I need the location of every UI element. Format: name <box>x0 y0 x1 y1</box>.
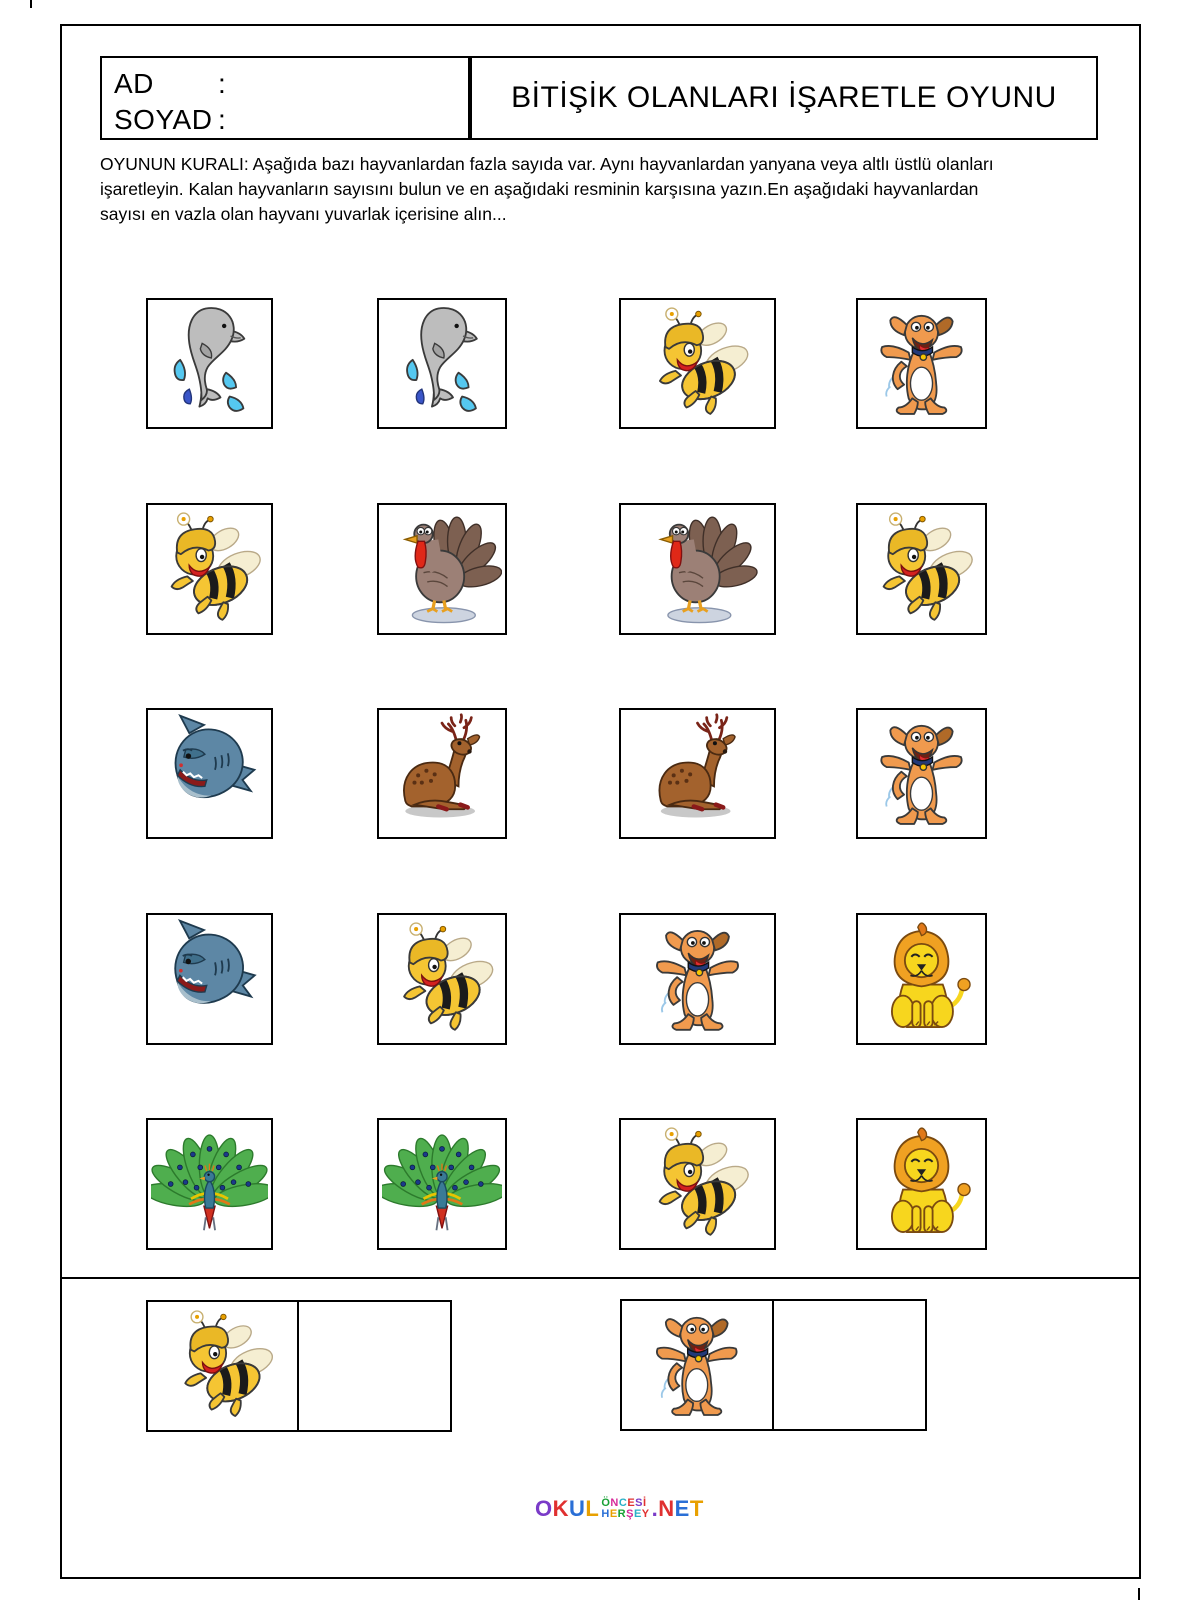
bee-icon <box>861 508 982 630</box>
surname-row <box>114 102 468 138</box>
grid-cell-dolphin[interactable] <box>146 298 273 429</box>
grid-cell-turkey[interactable] <box>377 503 507 635</box>
logo-word-oncesi: ÖNCESİ <box>601 1497 647 1509</box>
answer-animal-cell-1 <box>148 1302 299 1430</box>
bee-icon <box>152 1306 293 1426</box>
grid-cell-deer[interactable] <box>377 708 507 839</box>
crop-mark-top-left <box>30 0 32 8</box>
peacock-icon <box>382 1123 502 1245</box>
grid-cell-lion[interactable] <box>856 1118 987 1250</box>
lion-icon <box>861 918 982 1040</box>
rules-line-1: OYUNUN KURALI: Aşağıda bazı hayvanlardan fazla sayıda var. Aynı hayvanlardan yanyana veya altlı üstlü olanları <box>100 154 994 174</box>
rules-line-3: sayısı en vazla olan hayvanı yuvarlak içerisine alın... <box>100 204 507 224</box>
page-title: BİTİŞİK OLANLARI İŞARETLE OYUNU <box>511 81 1057 114</box>
grid-cell-shark[interactable] <box>146 708 273 839</box>
answer-animal-cell-2 <box>622 1301 774 1429</box>
deer-icon <box>624 713 771 834</box>
grid-cell-dog[interactable] <box>619 913 776 1045</box>
grid-cell-bee[interactable] <box>146 503 273 635</box>
dog-icon <box>861 713 982 834</box>
turkey-icon <box>382 508 502 630</box>
game-rules-text <box>100 152 1060 227</box>
bee-icon <box>151 508 268 630</box>
turkey-icon <box>624 508 771 630</box>
grid-cell-lion[interactable] <box>856 913 987 1045</box>
grid-cell-bee[interactable] <box>856 503 987 635</box>
dolphin-icon <box>382 303 502 424</box>
grid-cell-deer[interactable] <box>619 708 776 839</box>
grid-cell-dolphin[interactable] <box>377 298 507 429</box>
name-colon: : <box>218 68 227 99</box>
deer-icon <box>382 713 502 834</box>
dolphin-icon <box>151 303 268 424</box>
shark-icon <box>151 713 268 834</box>
grid-cell-dog[interactable] <box>856 708 987 839</box>
name-row <box>114 66 468 102</box>
surname-label: SOYAD <box>114 104 213 135</box>
answer-blank-cell-1[interactable] <box>299 1302 450 1430</box>
dog-icon <box>861 303 982 424</box>
grid-cell-bee[interactable] <box>619 1118 776 1250</box>
section-divider-line <box>60 1277 1141 1279</box>
site-logo <box>535 1496 704 1522</box>
logo-word-net: .NET <box>651 1496 704 1521</box>
grid-cell-peacock[interactable] <box>146 1118 273 1250</box>
name-label: AD <box>114 68 154 99</box>
surname-colon: : <box>218 104 227 135</box>
logo-stack <box>601 1498 649 1520</box>
grid-cell-dog[interactable] <box>856 298 987 429</box>
name-surname-box <box>100 56 470 140</box>
lion-icon <box>861 1123 982 1245</box>
crop-mark-bottom-right <box>1138 1588 1140 1600</box>
bee-icon <box>624 1123 771 1245</box>
grid-cell-peacock[interactable] <box>377 1118 507 1250</box>
logo-word-hersey: HERŞEY <box>601 1508 650 1520</box>
bee-icon <box>382 918 502 1040</box>
shark-icon <box>151 918 268 1040</box>
grid-cell-turkey[interactable] <box>619 503 776 635</box>
grid-cell-bee[interactable] <box>377 913 507 1045</box>
answer-box-2 <box>620 1299 927 1431</box>
dog-icon <box>624 918 771 1040</box>
logo-word-okul: OKUL <box>535 1496 600 1521</box>
dog-icon <box>626 1305 768 1425</box>
peacock-icon <box>151 1123 268 1245</box>
answer-box-1 <box>146 1300 452 1432</box>
answer-blank-cell-2[interactable] <box>774 1301 926 1429</box>
grid-cell-bee[interactable] <box>619 298 776 429</box>
bee-icon <box>624 303 771 424</box>
title-box <box>470 56 1098 140</box>
grid-cell-shark[interactable] <box>146 913 273 1045</box>
rules-line-2: işaretleyin. Kalan hayvanların sayısını bulun ve en aşağıdaki resminin karşısına yazın.En aşağıdaki hayvanlardan <box>100 179 979 199</box>
